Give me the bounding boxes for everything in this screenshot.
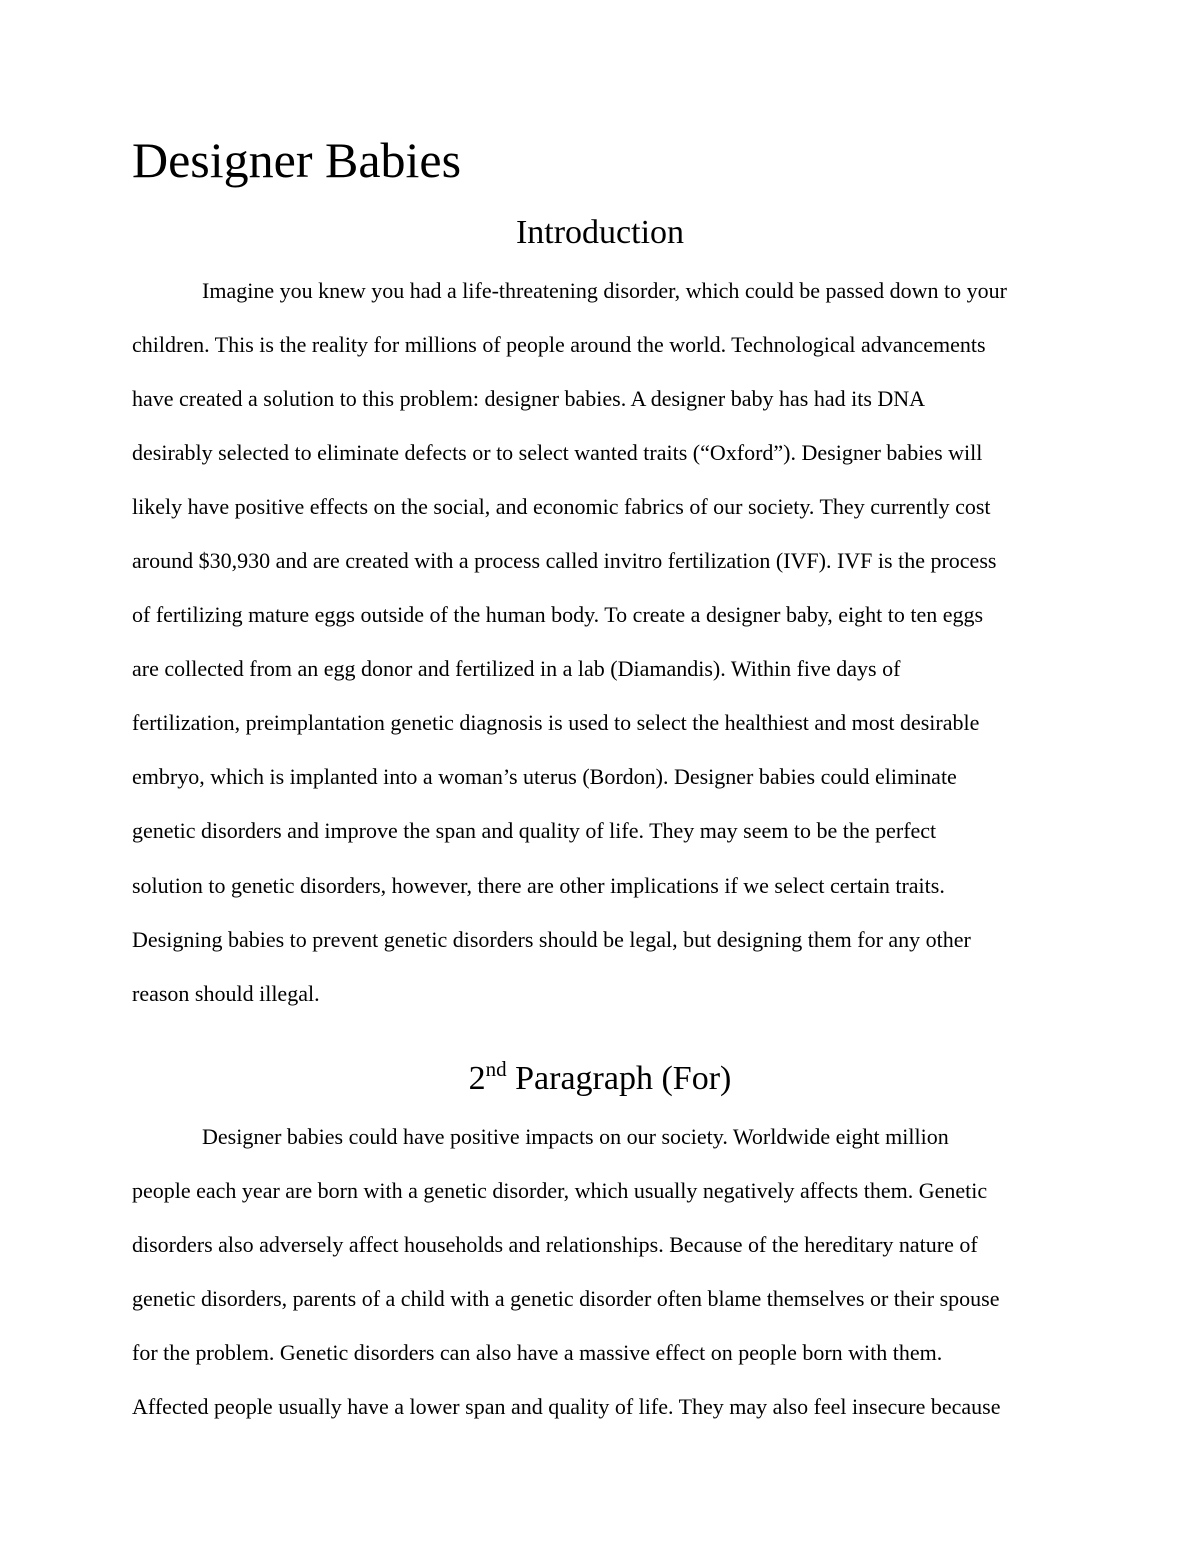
text-line: reason should illegal. bbox=[132, 981, 320, 1006]
heading-number: 2 bbox=[468, 1060, 486, 1097]
text-line: solution to genetic disorders, however, there are other implications if we select certain traits. bbox=[132, 873, 945, 898]
text-line: of fertilizing mature eggs outside of the human body. To create a designer baby, eight to ten eggs bbox=[132, 602, 984, 627]
text-line: Affected people usually have a lower span and quality of life. They may also feel insecure because bbox=[132, 1394, 1001, 1419]
heading-text: Paragraph (For) bbox=[506, 1060, 732, 1097]
text-line: disorders also adversely affect households and relationships. Because of the hereditary nature of bbox=[132, 1232, 978, 1257]
section-heading-second-paragraph bbox=[132, 1057, 1068, 1104]
text-line: fertilization, preimplantation genetic diagnosis is used to select the healthiest and most desirable bbox=[132, 710, 980, 735]
text-line: embryo, which is implanted into a woman’s uterus (Bordon). Designer babies could eliminate bbox=[132, 764, 957, 789]
text-line: genetic disorders and improve the span and quality of life. They may seem to be the perfect bbox=[132, 818, 937, 843]
text-line: have created a solution to this problem: designer babies. A designer baby has had its DNA bbox=[132, 386, 926, 411]
text-line: are collected from an egg donor and fertilized in a lab (Diamandis). Within five days of bbox=[132, 656, 901, 681]
text-line: around $30,930 and are created with a process called invitro fertilization (IVF). IVF is the process bbox=[132, 548, 997, 573]
document-title: Designer Babies bbox=[132, 132, 462, 188]
section-heading-introduction: Introduction bbox=[515, 214, 685, 251]
text-line: for the problem. Genetic disorders can also have a massive effect on people born with them. bbox=[132, 1340, 943, 1365]
text-line: people each year are born with a genetic disorder, which usually negatively affects them. Genetic bbox=[132, 1178, 988, 1203]
text-line: Designer babies could have positive impacts on our society. Worldwide eight million bbox=[202, 1124, 949, 1149]
text-line: likely have positive effects on the social, and economic fabrics of our society. They currently cost bbox=[132, 494, 991, 519]
heading-ordinal-superscript: nd bbox=[485, 1057, 507, 1081]
text-line: genetic disorders, parents of a child with a genetic disorder often blame themselves or their spouse bbox=[132, 1286, 1000, 1311]
text-line: Designing babies to prevent genetic disorders should be legal, but designing them for any other bbox=[132, 927, 971, 952]
text-line: desirably selected to eliminate defects or to select wanted traits (“Oxford”). Designer babies will bbox=[132, 440, 983, 465]
text-line: children. This is the reality for millions of people around the world. Technological advancements bbox=[132, 332, 986, 357]
text-line: Imagine you knew you had a life-threatening disorder, which could be passed down to your bbox=[202, 278, 1007, 303]
